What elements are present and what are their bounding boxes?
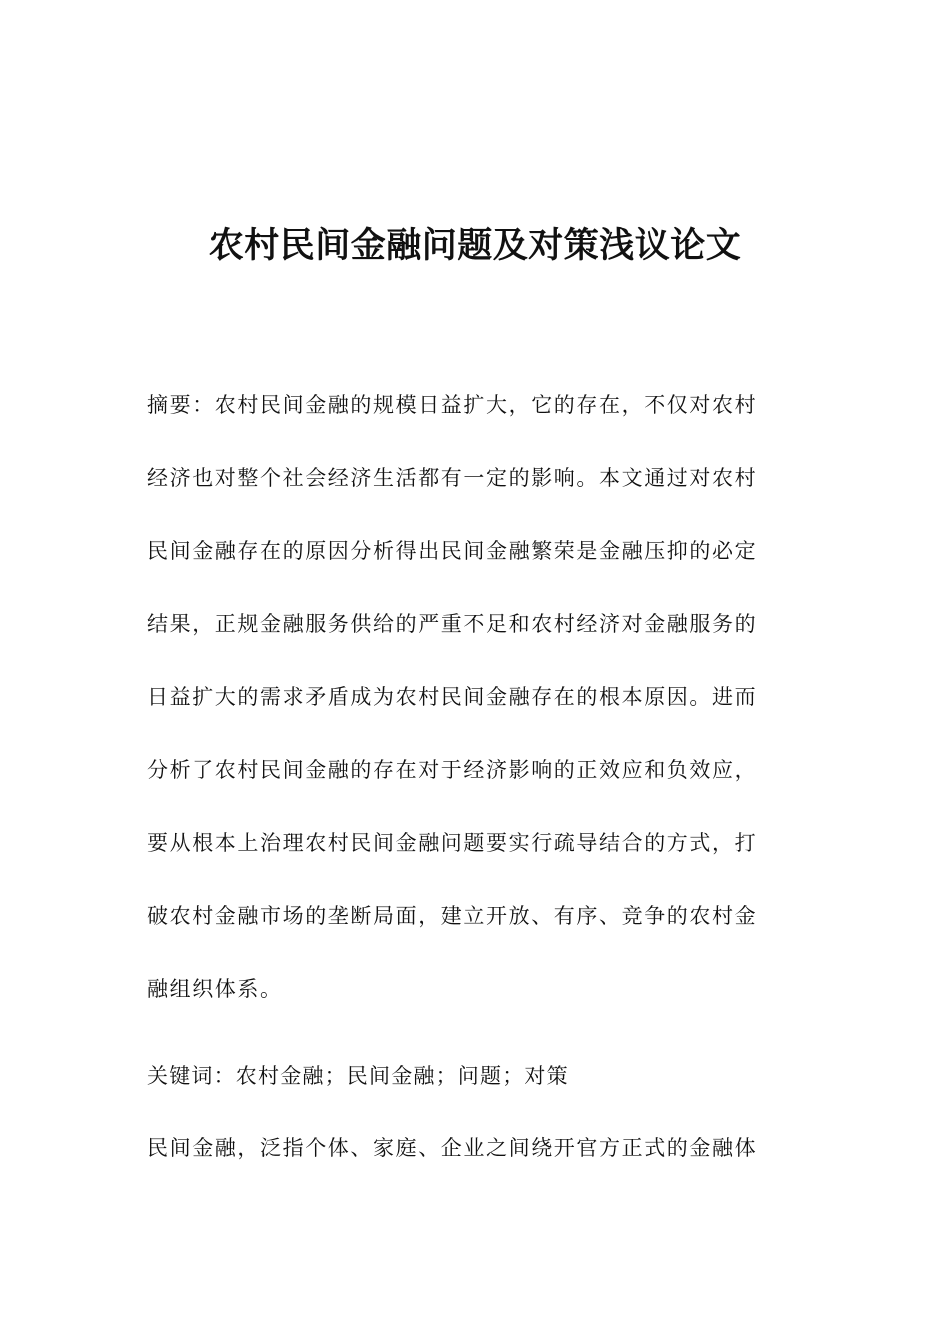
abstract-line: 结果，正规金融服务供给的严重不足和农村经济对金融服务的 (147, 612, 758, 636)
keywords-line: 关键词：农村金融；民间金融；问题；对策 (147, 1064, 569, 1088)
abstract-line: 摘要：农村民间金融的规模日益扩大，它的存在，不仅对农村 (147, 393, 758, 417)
body-paragraph: 民间金融，泛指个体、家庭、企业之间绕开官方正式的金融体 (147, 1136, 758, 1160)
document-title: 农村民间金融问题及对策浅议论文 (208, 226, 742, 266)
abstract-line: 破农村金融市场的垄断局面，建立开放、有序、竞争的农村金 (147, 904, 758, 928)
abstract-paragraph (147, 376, 807, 1033)
abstract-line: 要从根本上治理农村民间金融问题要实行疏导结合的方式，打 (147, 831, 758, 855)
abstract-line: 经济也对整个社会经济生活都有一定的影响。本文通过对农村 (147, 466, 758, 490)
abstract-line: 融组织体系。 (147, 977, 283, 1001)
abstract-line: 民间金融存在的原因分析得出民间金融繁荣是金融压抑的必定 (147, 539, 758, 563)
abstract-line: 分析了农村民间金融的存在对于经济影响的正效应和负效应， (147, 758, 758, 782)
abstract-line: 日益扩大的需求矛盾成为农村民间金融存在的根本原因。进而 (147, 685, 758, 709)
